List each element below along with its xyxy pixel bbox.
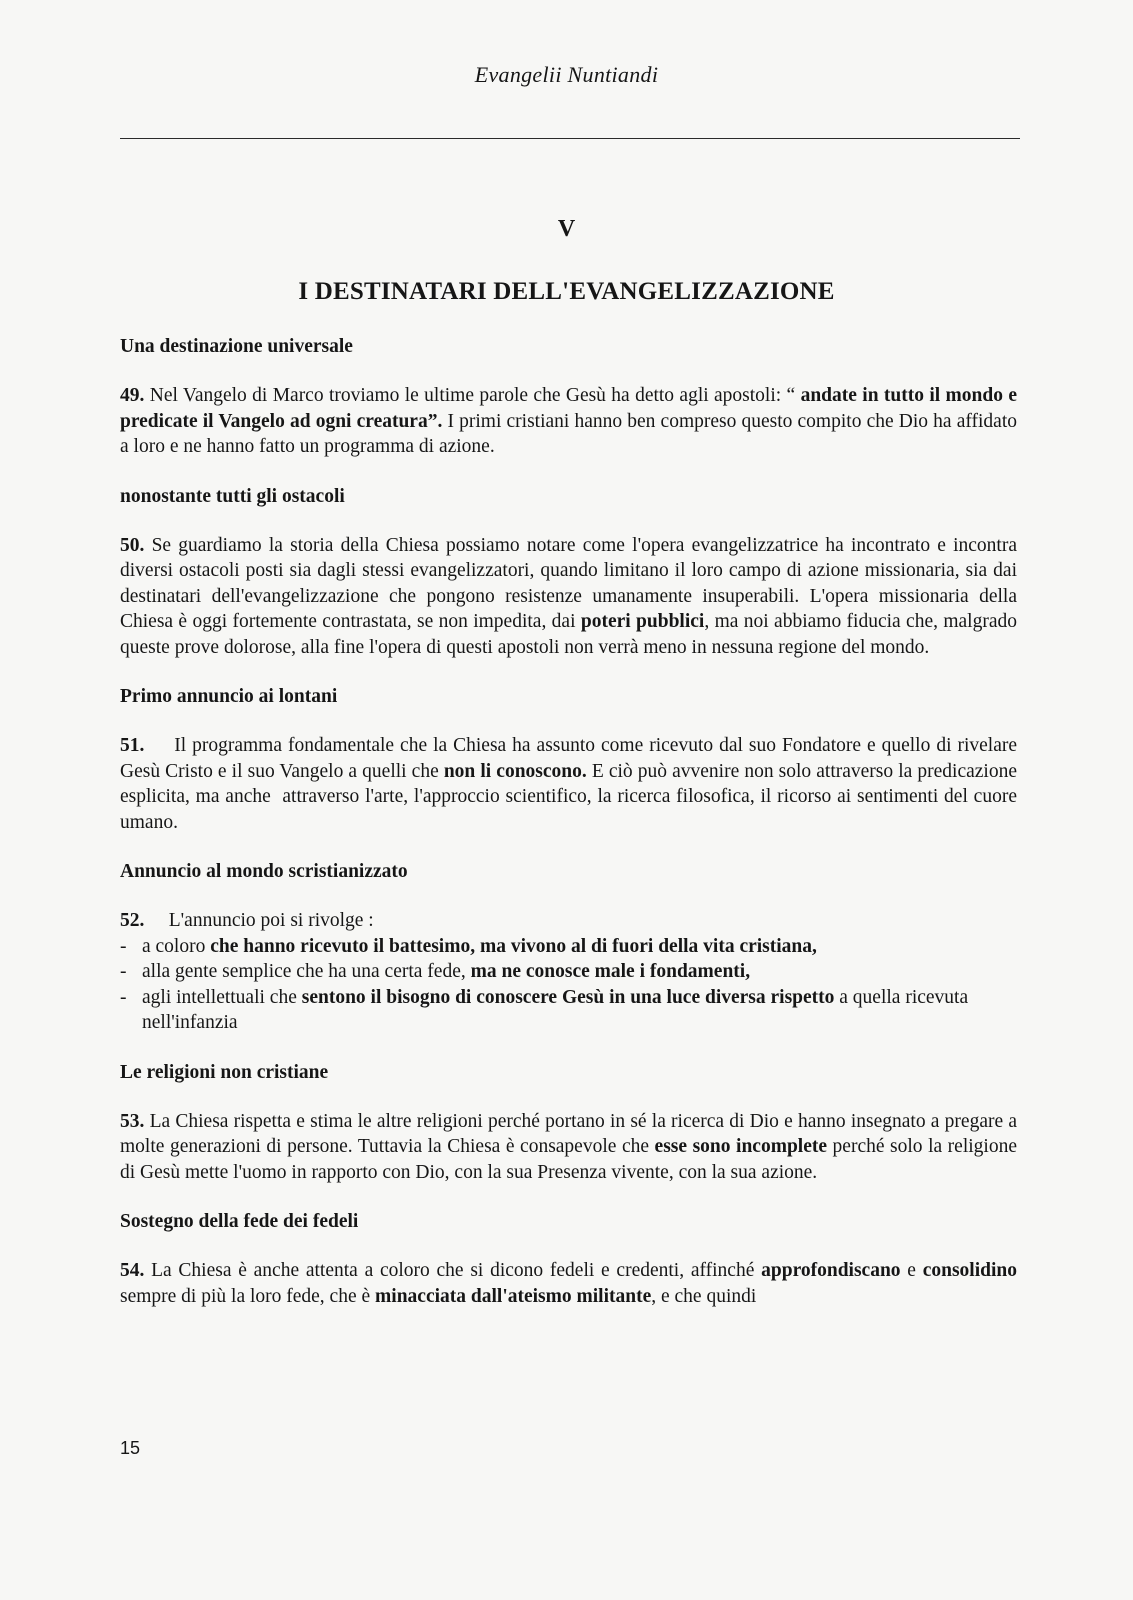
section-heading: Una destinazione universale [120, 336, 353, 357]
chapter-number: V [557, 216, 576, 242]
list-item [120, 959, 1017, 985]
emphasis-text: consolidino [922, 1260, 1018, 1281]
paragraph-number: 49. [120, 385, 145, 406]
paragraph-text: perché solo la religione di Gesù mette l'uomo in rapporto con Dio, con la sua Presenza vivente, con la sua azione. [120, 1136, 1017, 1183]
paragraph-number: 53. [120, 1110, 145, 1132]
paragraph-text: e [900, 1260, 923, 1281]
paragraph-text: Il programma fondamentale che la Chiesa ha assunto come ricevuto dal suo Fondatore e quello di rivelare Gesù Cristo e il suo Vangelo a quelli che [120, 735, 1022, 782]
section-heading: Annuncio al mondo scristianizzato [120, 861, 408, 882]
emphasis-text: poteri pubblici [580, 611, 705, 632]
emphasis-text: che hanno ricevuto il battesimo, ma vivono al di fuori della vita cristiana, [210, 935, 817, 957]
page-number: 15 [120, 1438, 141, 1458]
body-text [120, 334, 1022, 1333]
emphasis-text: ma ne conosce male i fondamenti, [470, 961, 751, 982]
paragraph-52 [120, 908, 1017, 1036]
running-header: Evangelii Nuntiandi [474, 62, 659, 87]
section-heading: nonostante tutti gli ostacoli [120, 485, 345, 507]
list-item [120, 985, 1017, 1036]
section-heading: Le religioni non cristiane [120, 1061, 329, 1083]
emphasis-text: minacciata dall'ateismo militante [375, 1285, 652, 1307]
paragraph-text: L'annuncio poi si rivolge : [144, 910, 374, 931]
list-item-text: agli intellettuali che [142, 986, 302, 1008]
section-heading: Primo annuncio ai lontani [120, 686, 338, 707]
paragraph-53 [120, 1109, 1017, 1186]
paragraph-text: E ciò può avvenire non solo attraverso la predicazione esplicita, ma anche attraverso l'arte, l'approccio scientifico, la ricerca filosofica, il ricorso ai sentimenti del cuore umano. [120, 760, 1022, 833]
paragraph-text: Nel Vangelo di Marco troviamo le ultime parole che Gesù ha detto agli apostoli: “ [144, 385, 801, 406]
emphasis-text: non li conoscono. [443, 760, 587, 782]
list-item-text: alla gente semplice che ha una certa fede, [142, 961, 471, 982]
list-item [120, 934, 1017, 960]
audience-list [120, 934, 1017, 1036]
paragraph-text: I primi cristiani hanno ben compreso questo compito che Dio ha affidato a loro e ne hanno fatto un programma di azione. [120, 410, 1017, 457]
paragraph-number: 50. [120, 534, 145, 556]
list-item-text: a coloro [142, 935, 211, 957]
paragraph-number: 52. [120, 910, 145, 931]
emphasis-text: approfondiscano [761, 1260, 901, 1281]
paragraph-text: Se guardiamo la storia della Chiesa possiamo notare come l'opera evangelizzatrice ha incontrato e incontra diversi ostacoli posti sia dagli stessi evangelizzatori, quando limitano il loro campo di azione missionaria, sia dai destinatari dell'evangelizzazione che pongono resistenze umanamente insuperabili. L'opera missionaria della Chiesa è oggi fortemente contrastata, se non impedita, dai [120, 534, 1017, 632]
paragraph-50 [120, 533, 1017, 661]
header-rule [120, 138, 1020, 139]
paragraph-number: 51. [120, 735, 145, 756]
paragraph-number: 54. [120, 1260, 145, 1281]
list-item-text: a quella ricevuta nell'infanzia [142, 986, 969, 1033]
paragraph-49 [120, 383, 1017, 460]
paragraph-54 [120, 1258, 1017, 1309]
section-heading: Sostegno della fede dei fedeli [120, 1211, 359, 1232]
emphasis-text: sentono il bisogno di conoscere Gesù in una luce diversa rispetto [301, 986, 835, 1008]
paragraph-text: La Chiesa rispetta e stima le altre religioni perché portano in sé la ricerca di Dio e hanno insegnato a pregare a molte generazioni di persone. Tuttavia la Chiesa è consapevole che [120, 1110, 1017, 1157]
chapter-title: I DESTINATARI DELL'EVANGELIZZAZIONE [298, 278, 835, 305]
paragraph-text: sempre di più la loro fede, che è [120, 1285, 376, 1307]
paragraph-text: La Chiesa è anche attenta a coloro che si dicono fedeli e credenti, affinché [144, 1260, 762, 1281]
paragraph-text: , ma noi abbiamo fiducia che, malgrado queste prove dolorose, alla fine l'opera di questi apostoli non verrà meno in nessuna regione del mondo. [120, 611, 1017, 658]
paragraph-text: , e che quindi [651, 1285, 757, 1307]
paragraph-51 [120, 733, 1022, 835]
emphasis-text: andate in tutto il mondo e predicate il Vangelo ad ogni creatura”. [120, 385, 1017, 432]
emphasis-text: esse sono incomplete [654, 1136, 828, 1157]
